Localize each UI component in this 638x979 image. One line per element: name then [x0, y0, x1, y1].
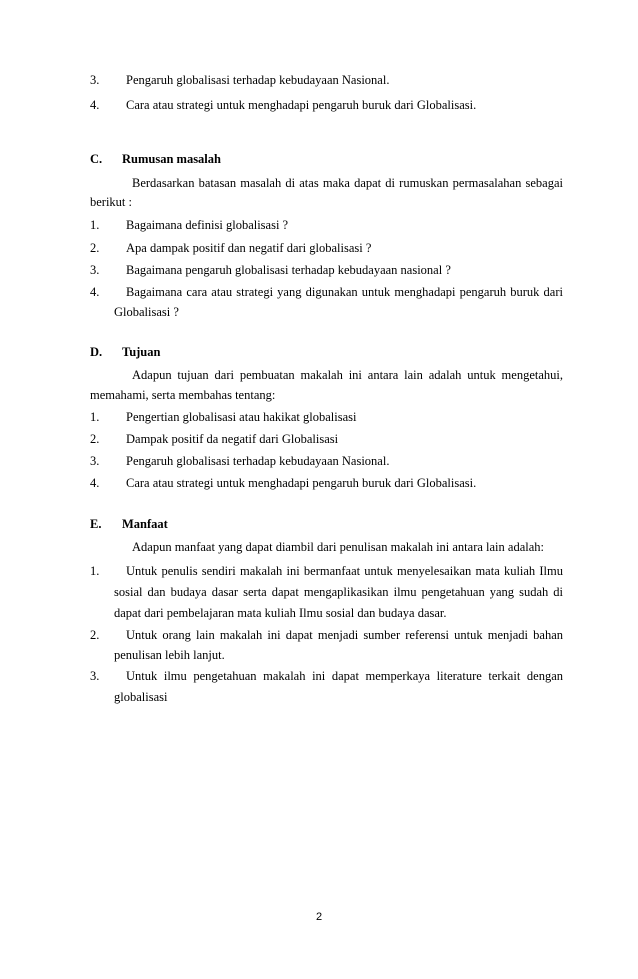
- section-letter: C.: [90, 152, 103, 166]
- item-number: 3.: [90, 454, 100, 468]
- item-text: penulisan lebih lanjut.: [114, 648, 225, 662]
- item-text: Apa dampak positif dan negatif dari globalisasi ?: [126, 241, 372, 255]
- item-text: dapat dari pembelajaran mata kuliah Ilmu sosial dan budaya dasar.: [114, 606, 447, 620]
- item-text: Bagaimana pengaruh globalisasi terhadap kebudayaan nasional ?: [126, 263, 451, 277]
- item-number: 1.: [90, 564, 100, 578]
- section-title: Rumusan masalah: [122, 152, 221, 166]
- item-text: Pengaruh globalisasi terhadap kebudayaan Nasional.: [126, 454, 390, 468]
- item-number: 4.: [90, 285, 100, 299]
- paragraph-text: Berdasarkan batasan masalah di atas maka dapat di rumuskan permasalahan sebagai: [132, 176, 563, 190]
- item-text: Bagaimana cara atau strategi yang digunakan untuk menghadapi pengaruh buruk dari: [126, 285, 563, 299]
- item-text: Dampak positif da negatif dari Globalisasi: [126, 432, 339, 446]
- paragraph-text: Adapun manfaat yang dapat diambil dari penulisan makalah ini antara lain adalah:: [132, 540, 544, 554]
- page-number: 2: [315, 911, 323, 923]
- item-number: 3.: [90, 263, 100, 277]
- section-title: Tujuan: [122, 345, 161, 359]
- item-text: globalisasi: [114, 690, 168, 704]
- item-number: 2.: [90, 241, 100, 255]
- item-number: 2.: [90, 432, 100, 446]
- item-number: 2.: [90, 628, 100, 642]
- item-text: Untuk ilmu pengetahuan makalah ini dapat memperkaya literature terkait dengan: [126, 669, 563, 683]
- section-title: Manfaat: [122, 517, 168, 531]
- paragraph-text: Adapun tujuan dari pembuatan makalah ini antara lain adalah untuk mengetahui,: [132, 368, 563, 382]
- paragraph-text: berikut :: [90, 195, 133, 209]
- item-text: Untuk orang lain makalah ini dapat menjadi sumber referensi untuk menjadi bahan: [126, 628, 563, 642]
- item-text: Pengaruh globalisasi terhadap kebudayaan Nasional.: [126, 73, 390, 87]
- item-text: Pengertian globalisasi atau hakikat globalisasi: [126, 410, 357, 424]
- item-text: Globalisasi ?: [114, 305, 179, 319]
- item-text: Bagaimana definisi globalisasi ?: [126, 218, 289, 232]
- item-text: Cara atau strategi untuk menghadapi pengaruh buruk dari Globalisasi.: [126, 476, 477, 490]
- item-number: 1.: [90, 410, 100, 424]
- item-text: sosial dan budaya dasar serta dapat mengaplikasikan ilmu pengetahuan yang sudah di: [114, 585, 563, 599]
- item-text: Cara atau strategi untuk menghadapi pengaruh buruk dari Globalisasi.: [126, 98, 477, 112]
- section-letter: D.: [90, 345, 103, 359]
- item-number: 3.: [90, 73, 100, 87]
- item-number: 3.: [90, 669, 100, 683]
- paragraph-text: memahami, serta membahas tentang:: [90, 388, 276, 402]
- item-text: Untuk penulis sendiri makalah ini bermanfaat untuk menyelesaikan mata kuliah Ilmu: [126, 564, 563, 578]
- item-number: 1.: [90, 218, 100, 232]
- item-number: 4.: [90, 476, 100, 490]
- item-number: 4.: [90, 98, 100, 112]
- section-letter: E.: [90, 517, 102, 531]
